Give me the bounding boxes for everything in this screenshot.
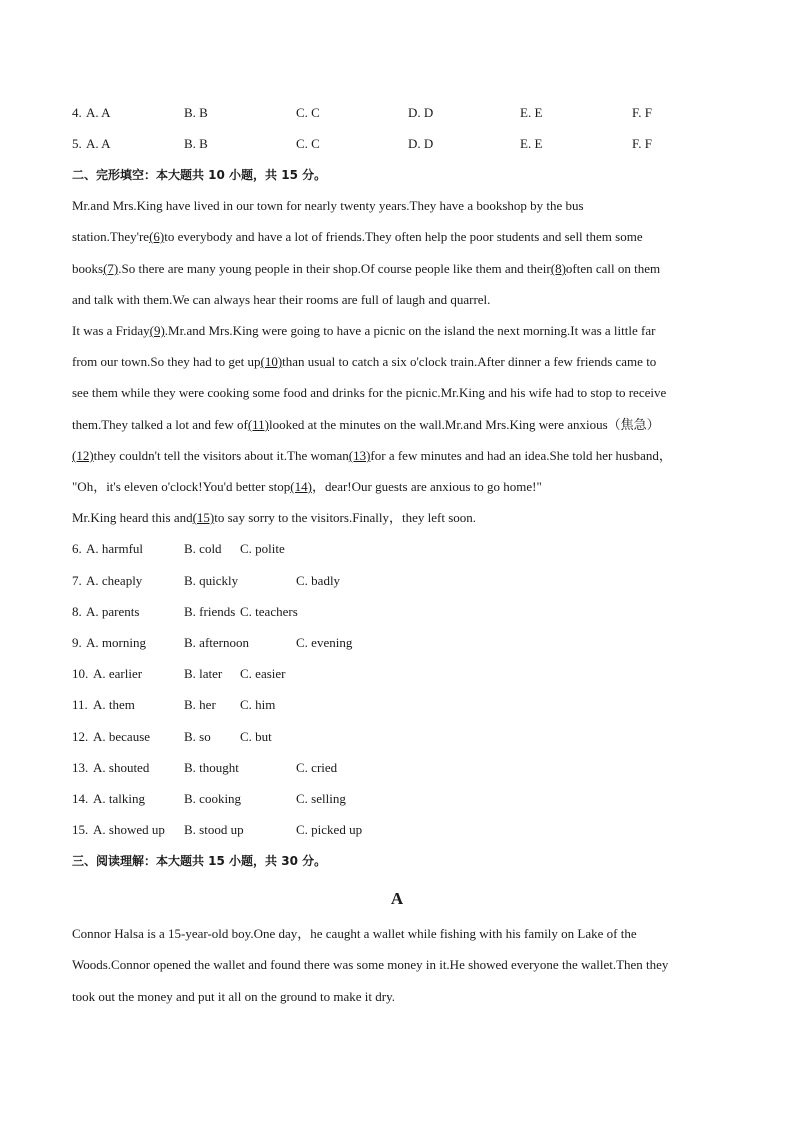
option-a: A. A — [86, 105, 111, 120]
option-a: A. talking — [93, 791, 145, 806]
question-number: 14. — [72, 791, 89, 806]
text-segment: than usual to catch a six o'clock train.After dinner a few friends came to — [282, 354, 657, 369]
option-c: C. teachers — [240, 604, 298, 619]
option-a: A. because — [93, 729, 151, 744]
option-a: A. shouted — [93, 760, 150, 775]
passage-line — [72, 229, 643, 245]
question-number: 12. — [72, 729, 89, 744]
passage-line — [72, 479, 542, 495]
blank-12: (12) — [72, 448, 94, 463]
question-number: 15. — [72, 822, 89, 837]
option-c: C. C — [296, 105, 320, 120]
option-f: F. F — [632, 136, 652, 151]
blank-13: (13) — [348, 448, 371, 463]
text-segment: and talk with them.We can always hear their rooms are full of laugh and quarrel. — [72, 292, 491, 307]
passage-line — [72, 385, 666, 401]
option-b: B. friends — [184, 604, 236, 619]
text-segment: It was a Friday — [72, 323, 150, 338]
option-b: B. B — [184, 136, 208, 151]
option-c: C. badly — [296, 573, 341, 588]
option-b: B. cold — [184, 541, 222, 556]
text-segment: they couldn't tell the visitors about it.The woman — [93, 448, 349, 463]
option-e: E. E — [520, 105, 543, 120]
option-b: B. quickly — [184, 573, 239, 588]
text-segment: them.They talked a lot and few of — [72, 417, 248, 432]
passage-line: Woods.Connor opened the wallet and found there was some money in it.He showed everyone the wallet.Then they — [72, 957, 669, 972]
section-heading-cloze: 二、完形填空：本大题共 10 小题，共 15 分。 — [72, 168, 327, 182]
passage-line — [72, 198, 584, 214]
option-b: B. thought — [184, 760, 239, 775]
text-segment: to say sorry to the visitors.Finally，they left soon. — [214, 510, 477, 525]
text-segment: .Mr.and Mrs.King were going to have a picnic on the island the next morning.It was a little far — [164, 323, 656, 338]
text-segment: Mr.King heard this and — [72, 510, 193, 525]
question-number: 11. — [72, 697, 88, 712]
question-number: 8. — [72, 604, 82, 619]
blank-10: (10) — [260, 354, 283, 369]
question-number: 10. — [72, 666, 89, 681]
option-c: C. easier — [240, 666, 286, 681]
question-number: 6. — [72, 541, 82, 556]
option-a: A. parents — [86, 604, 140, 619]
option-c: C. evening — [296, 635, 353, 650]
text-segment: from our town.So they had to get up — [72, 354, 261, 369]
text-segment: ，dear!Our guests are anxious to go home!" — [311, 479, 542, 494]
passage-line: took out the money and put it all on the ground to make it dry. — [72, 989, 396, 1004]
text-segment: looked at the minutes on the wall.Mr.and Mrs.King were anxious（焦急） — [269, 417, 660, 432]
text-segment: station.They're — [72, 229, 150, 244]
option-c: C. polite — [240, 541, 285, 556]
text-segment: for a few minutes and had an idea.She told her husband， — [370, 448, 672, 463]
option-a: A. showed up — [93, 822, 165, 837]
question-number: 9. — [72, 635, 82, 650]
question-number: 7. — [72, 573, 82, 588]
blank-8: (8) — [550, 261, 566, 276]
text-segment: Mr.and Mrs.King have lived in our town for nearly twenty years.They have a bookshop by the bus — [72, 198, 584, 213]
option-e: E. E — [520, 136, 543, 151]
option-a: A. earlier — [93, 666, 143, 681]
passage-line — [72, 510, 476, 526]
option-d: D. D — [408, 105, 434, 120]
option-a: A. harmful — [86, 541, 144, 556]
text-segment: .So there are many young people in their shop.Of course people like them and their — [118, 261, 551, 276]
option-c: C. C — [296, 136, 320, 151]
blank-6: (6) — [149, 229, 165, 244]
option-a: A. cheaply — [86, 573, 143, 588]
text-segment: see them while they were cooking some food and drinks for the picnic.Mr.King and his wife had to stop to receive — [72, 385, 667, 400]
option-a: A. morning — [86, 635, 146, 650]
section-heading-reading: 三、阅读理解：本大题共 15 小题，共 30 分。 — [72, 854, 327, 868]
option-a: A. them — [93, 697, 135, 712]
option-f: F. F — [632, 105, 652, 120]
option-c: C. but — [240, 729, 272, 744]
question-number: 13. — [72, 760, 89, 775]
option-c: C. cried — [296, 760, 338, 775]
question-number: 5. — [72, 136, 82, 151]
option-b: B. so — [184, 729, 211, 744]
option-c: C. him — [240, 697, 276, 712]
question-number: 4. — [72, 105, 82, 120]
text-segment: to everybody and have a lot of friends.They often help the poor students and sell them some — [164, 229, 643, 244]
option-a: A. A — [86, 136, 111, 151]
option-b: B. later — [184, 666, 223, 681]
passage-line — [72, 417, 660, 433]
text-segment: often call on them — [565, 261, 661, 276]
passage-title: A — [390, 889, 404, 908]
text-segment: books — [72, 261, 104, 276]
blank-7: (7) — [103, 261, 119, 276]
option-d: D. D — [408, 136, 434, 151]
blank-11: (11) — [247, 417, 269, 432]
passage-line: Connor Halsa is a 15-year-old boy.One day，he caught a wallet while fishing with his family on Lake of the — [72, 926, 637, 941]
passage-line — [72, 323, 655, 339]
passage-line — [72, 448, 672, 464]
passage-line — [72, 261, 660, 277]
blank-14: (14) — [290, 479, 312, 494]
option-b: B. her — [184, 697, 216, 712]
option-c: C. selling — [296, 791, 346, 806]
option-b: B. afternoon — [184, 635, 249, 650]
option-c: C. picked up — [296, 822, 363, 837]
passage-line — [72, 292, 490, 308]
option-b: B. B — [184, 105, 208, 120]
option-b: B. cooking — [184, 791, 242, 806]
option-b: B. stood up — [184, 822, 244, 837]
passage-line — [72, 354, 656, 370]
text-segment: "Oh，it's eleven o'clock!You'd better stop — [72, 479, 291, 494]
blank-9: (9) — [149, 323, 165, 338]
blank-15: (15) — [192, 510, 215, 525]
